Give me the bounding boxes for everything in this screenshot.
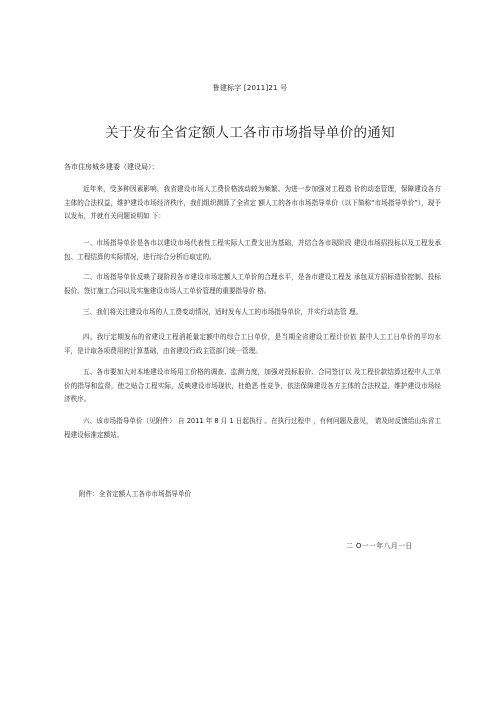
document-title: 关于发布全省定额人工各市市场指导单价的通知: [105, 125, 395, 141]
paragraph-1: 一、市场指导单价是各市以建设市场代表性工程实际人工费支出为基础，并结合各市现阶段 建设市场招投标以及工程发承包、工程结算的实际情况，进行综合分析后取定的。: [64, 239, 441, 261]
issue-date: 二 O一一年八月一日: [346, 542, 413, 550]
addressee: 各市住房城乡建委（建设局）：: [64, 163, 159, 171]
paragraph-6: 六、该市场指导单价（见附件） 自 2011 年 8 月 1 日起执行 。在执行过程中 ，有何问题及意见， 请及时反馈给山东省工程建设标准定额站。: [64, 417, 441, 439]
paragraph-5: 五、各市要加大对本地建设市场用工价格的调查、监测力度，加强对投标报价、合同签订以 及工程价款结算过程中人工单价的指导和监督，使之贴合工程实际，反映建设市场现状，杜绝恶 性竞争，依法保障建设各方主体的合法权益，维护建设市场经济秩序。: [64, 368, 441, 403]
document-number: 鲁建标字 [2011]21 号: [212, 84, 288, 92]
paragraph-intro: 近年来，受多种因素影响，我省建设市场人工费价格波动较为频繁。为进一步加强对工程造 价的动态管理，保障建设各方主体的合法权益，维护建设市场经济秩序，我们组织测算了全省定 额人工的各市市场指导单价（以下简称“市场指导单价”），现予以发布，并就有关问题说明如 下：: [64, 185, 441, 220]
paragraph-3: 三、我们将关注建设市场的人工费变动情况，适时发布人工的市场指导单价，并实行动态管 理。: [83, 308, 363, 316]
paragraph-4: 四、我厅定期发布的省建设工程消耗量定额中的综合工日单价，是当期全省建设工程计价依 据中人工工日单价的平均水平，是计取各项费用的计算基础，由省建设行政主管部门统一管理。: [64, 333, 441, 355]
paragraph-2: 二、市场指导单价反映了现阶段各市建设市场定额人工单价的合理水平，是各市建设工程发 承包双方招标造价控制、投标报价、签订施工合同以及实施建设市场人工单价管理的重要指导价 格。: [64, 273, 441, 295]
attachment-note: 附件：全省定额人工各市市场指导单价: [79, 490, 192, 498]
